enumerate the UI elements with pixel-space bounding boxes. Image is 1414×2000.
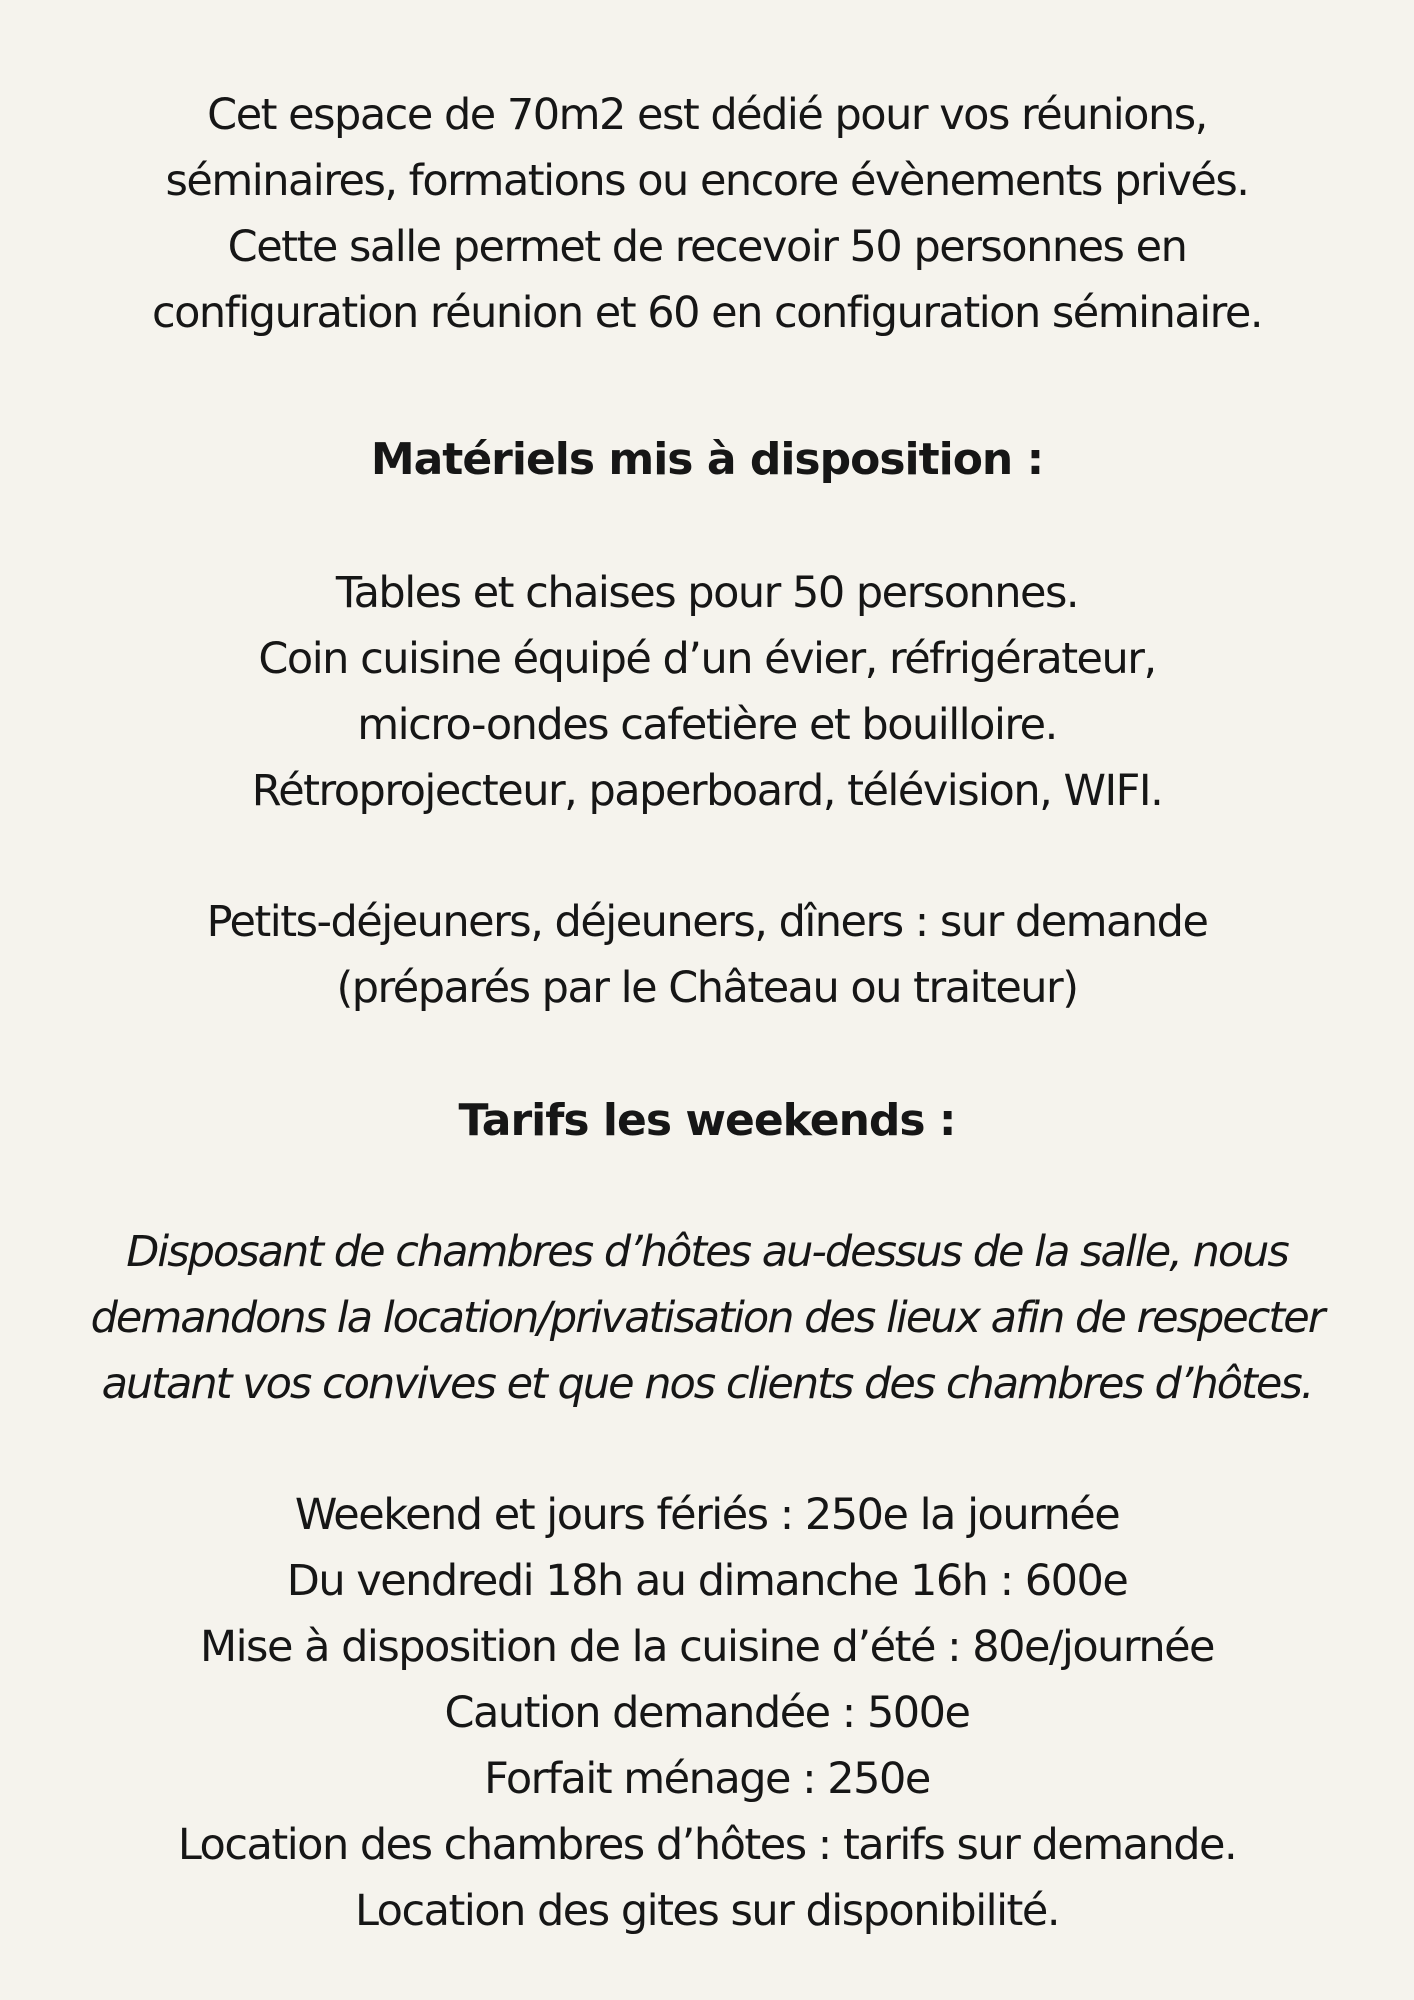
equipment-line: Tables et chaises pour 50 personnes.: [335, 568, 1079, 618]
meals-paragraph: [0, 889, 1414, 1021]
price-line: Location des chambres d’hôtes : tarifs sur demande.: [177, 1820, 1237, 1870]
price-line: Mise à disposition de la cuisine d’été : 80e/journée: [200, 1622, 1214, 1672]
intro-line: configuration réunion et 60 en configuration séminaire.: [151, 288, 1262, 338]
meals-line: Petits-déjeuners, déjeuners, dîners : sur demande: [206, 897, 1208, 947]
equipment-list: [0, 560, 1414, 824]
price-line: Du vendredi 18h au dimanche 16h : 600e: [286, 1556, 1128, 1606]
weekend-note-line: Disposant de chambres d’hôtes au-dessus de la salle, nous: [126, 1227, 1288, 1277]
intro-paragraph: [0, 82, 1414, 346]
weekend-price-list: [0, 1482, 1414, 1944]
weekend-heading: Tarifs les weekends :: [458, 1095, 956, 1146]
price-line: Forfait ménage : 250e: [484, 1754, 930, 1804]
equipment-heading-block: [0, 427, 1414, 493]
intro-line: Cet espace de 70m2 est dédié pour vos réunions,: [207, 90, 1207, 140]
intro-line: Cette salle permet de recevoir 50 personnes en: [227, 222, 1187, 272]
equipment-line: Coin cuisine équipé d’un évier, réfrigérateur,: [258, 634, 1156, 684]
price-line: Location des gites sur disponibilité.: [354, 1886, 1060, 1936]
intro-line: séminaires, formations ou encore évènements privés.: [165, 156, 1249, 206]
price-line: Caution demandée : 500e: [444, 1688, 970, 1738]
meals-line: (préparés par le Château ou traiteur): [336, 963, 1078, 1013]
weekend-note: [0, 1219, 1414, 1417]
price-line: Weekend et jours fériés : 250e la journée: [294, 1490, 1120, 1540]
weekend-note-line: autant vos convives et que nos clients des chambres d’hôtes.: [101, 1359, 1313, 1409]
equipment-line: Rétroprojecteur, paperboard, télévision, WIFI.: [251, 766, 1163, 816]
equipment-heading: Matériels mis à disposition :: [370, 434, 1044, 485]
equipment-line: micro-ondes cafetière et bouilloire.: [357, 700, 1057, 750]
weekend-note-line: demandons la location/privatisation des lieux afin de respecter: [90, 1293, 1324, 1343]
weekend-heading-block: [0, 1088, 1414, 1154]
